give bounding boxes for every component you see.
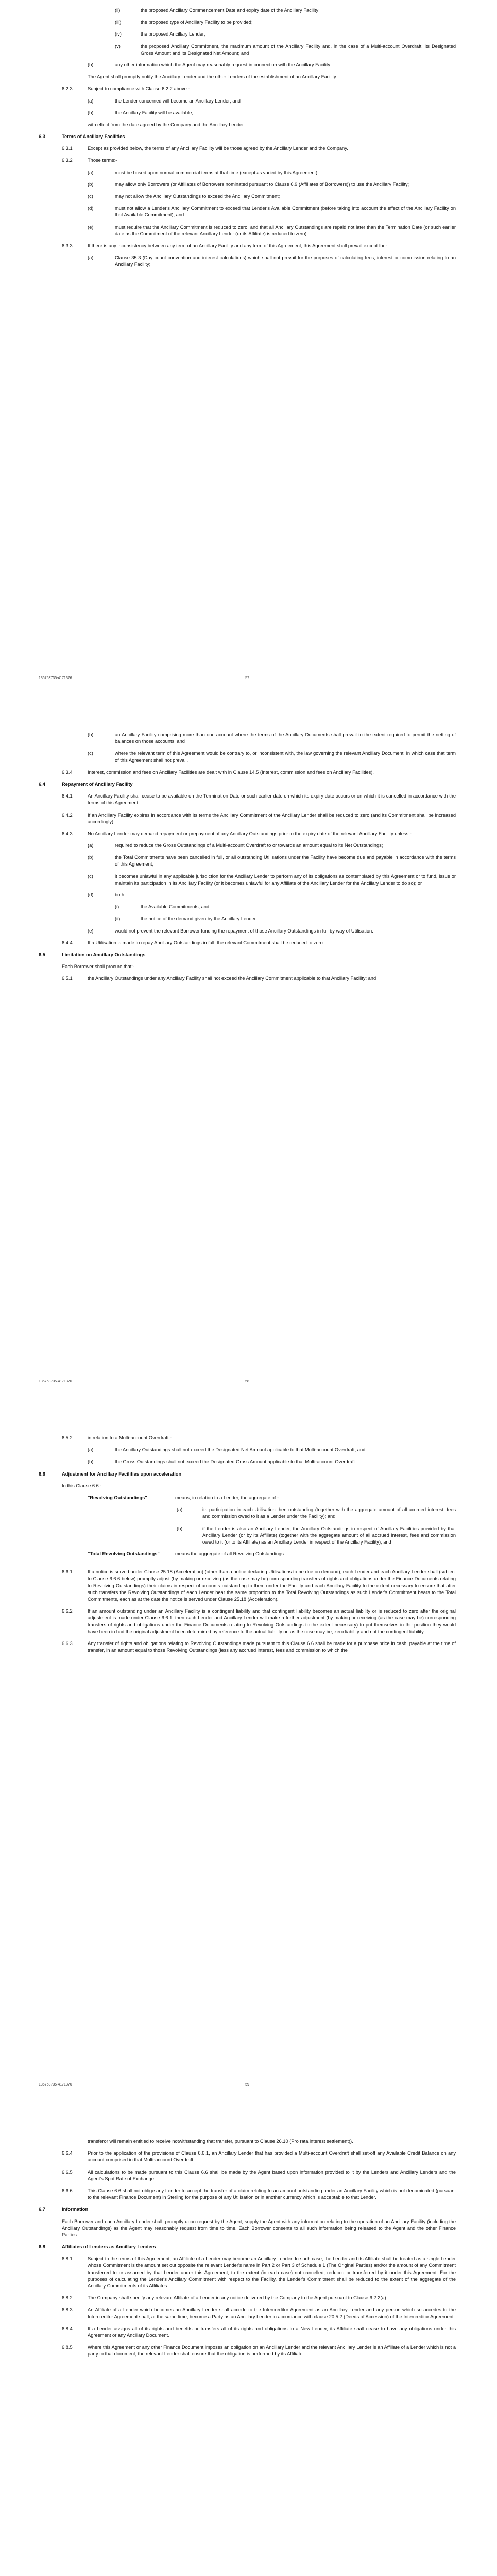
- section-heading-6-7: 6.7 Information: [39, 2207, 89, 2212]
- definition-term: "Revolving Outstandings": [88, 1495, 147, 1500]
- list-item: (e) must require that the Ancillary Commitment is reduced to zero, and that all Ancillary Outstandings are repaid not later than the Termination Date (or such earlier date as the Commitment of the relevant Ancillary Lender (or its Affiliate) is reduced to zero).: [88, 224, 456, 236]
- list-item: (a) required to reduce the Gross Outstandings of a Multi-account Overdraft to or towards an amount equal to its Net Outstandings;: [88, 843, 383, 849]
- list-item: (b) if the Lender is also an Ancillary Lender, the Ancillary Outstandings in respect of Ancillary Facilities provided by that Ancillary Lender (or by its Affiliate) (together with the aggregate amount of all accrued interest, fees and commission owed to it (or to its Affiliate) as an Ancillary Lender in respect of the Ancillary Facility); and: [177, 1526, 456, 1545]
- list-item: (d) both:: [88, 892, 126, 897]
- clause-6-8-1: 6.8.1 Subject to the terms of this Agreement, an Affiliate of a Lender may become an Ancillary Lender. In such case, the Lender and its Affiliate shall be treated as a single Lender whose Commitment is the amount set out opposite the relevant Lender's name in Part 2 or Part 3 of Schedule 1 (The Original Parties) and/or the amount of any Commitment transferred to or assumed by that Lender under this Agreement, to the extent (in each case) not cancelled, reduced or transferred by it under this Agreement. For the purposes of calculating the Lender's Ancillary Commitment with respect to the Facility, the Lender's Commitment shall be reduced to the extent of the aggregate of the Ancillary Commitments of its Affiliates.: [62, 2256, 456, 2289]
- clause-6-4-3: 6.4.3 No Ancillary Lender may demand repayment or prepayment of any Ancillary Outstandings prior to the expiry date of the relevant Ancillary Facility unless:-: [62, 831, 412, 836]
- list-item: (b) the Total Commitments have been cancelled in full, or all outstanding Utilisations under the Facility have become due and payable in accordance with the terms of this Agreement;: [88, 855, 456, 867]
- list-item: (a) Clause 35.3 (Day count convention and interest calculations) which shall not prevail for the purposes of calculating fees, interest or commission relating to an Ancillary Facility;: [88, 255, 456, 267]
- list-item: (b) any other information which the Agent may reasonably request in connection with the Ancillary Facility.: [88, 62, 331, 67]
- list-item: (e) would not prevent the relevant Borrower funding the repayment of those Ancillary Outstandings in full by way of Utilisation.: [88, 928, 373, 934]
- list-item: (d) must not allow a Lender's Ancillary Commitment to exceed that Lender's Available Commitment (before taking into account the effect of the Ancillary Facility on that Available Commitment); and: [88, 206, 456, 218]
- document-page: [0, 703, 497, 1406]
- clause-6-4-1: 6.4.1 An Ancillary Facility shall cease to be available on the Termination Date or such earlier date on which its expiry date occurs or on which it is cancelled in accordance with the terms of this Agreement.: [62, 793, 456, 806]
- list-item: (c) may not allow the Ancillary Outstandings to exceed the Ancillary Commitment;: [88, 194, 280, 199]
- list-item: (a) the Lender concerned will become an Ancillary Lender; and: [88, 98, 241, 104]
- paragraph: Each Borrower and each Ancillary Lender shall, promptly upon request by the Agent, supply the Agent with any information relating to the operation of an Ancillary Facility (including the Ancillary Outstandings) as the Agent may reasonably request from time to time. Each Borrower consents to all such information being released to the Agent and the other Finance Parties.: [62, 2218, 456, 2238]
- clause-6-6-2: 6.6.2 If an amount outstanding under an Ancillary Facility is a contingent liability and that contingent liability becomes an actual liability or is reduced to zero after the original adjustment is made under Clause 6.6.1, then each Lender and Ancillary Lender will make a further adjustment (by making or receiving (as the case may be) corresponding transfers of rights and obligations under the Finance Documents relating to Revolving Outstandings to the extent necessary) to put themselves in the position they would have been in had the original adjustment been determined by reference to the actual liability or, as the case may be, zero liability and not the contingent liability.: [62, 1608, 456, 1634]
- clause-6-6-3: 6.6.3 Any transfer of rights and obligations relating to Revolving Outstandings made pursuant to this Clause 6.6 shall be made for a purchase price in cash, payable at the time of transfer, in an amount equal to those Revolving Outstandings (less any accrued interest, fees and commission to which the: [62, 1640, 456, 1653]
- list-item: (v) the proposed Ancillary Commitment, the maximum amount of the Ancillary Facility and, in the case of a Multi-account Overdraft, its Designated Gross Amount and its Designated Net Amount; and: [115, 43, 456, 56]
- section-heading-6-4: 6.4 Repayment of Ancillary Facility: [39, 781, 133, 787]
- clause-6-6-5: 6.6.5 All calculations to be made pursuant to this Clause 6.6 shall be made by the Agent based upon information provided to it by the Lenders and Ancillary Lenders and the Agent's Spot Rate of Exchange.: [62, 2169, 456, 2181]
- page-number: 59: [245, 2083, 249, 2087]
- paragraph: In this Clause 6.6:-: [62, 1483, 102, 1488]
- paragraph: Each Borrower shall procure that:-: [62, 964, 135, 970]
- list-item: (c) where the relevant term of this Agreement would be contrary to, or inconsistent with, the law governing the relevant Ancillary Document, in which case that term of this Agreement shall not prevail.: [88, 751, 456, 763]
- clause-6-6-6: 6.6.6 This Clause 6.6 shall not oblige any Lender to accept the transfer of a claim relating to an amount outstanding under an Ancillary Facility which is not denominated (pursuant to the relevant Finance Document) in Sterling for the purpose of any Utilisation or in another currency which is acceptable to that Lender.: [62, 2188, 456, 2200]
- list-item: (ii) the proposed Ancillary Commencement Date and expiry date of the Ancillary Facility;: [115, 8, 320, 13]
- clause-6-4-4: 6.4.4 If a Utilisation is made to repay Ancillary Outstandings in full, the relevant Commitment shall be reduced to zero.: [62, 940, 324, 945]
- definition-meaning: means the aggregate of all Revolving Outstandings.: [175, 1551, 285, 1557]
- list-item: (b) the Gross Outstandings shall not exceed the Designated Gross Amount applicable to that Multi-account Overdraft.: [88, 1459, 356, 1465]
- page-content: [39, 719, 456, 988]
- clause-6-3-4: 6.3.4 Interest, commission and fees on Ancillary Facilities are dealt with in Clause 14.5 (Interest, commission and fees on Ancillary Facilities).: [62, 769, 374, 775]
- list-item: (ii) the notice of the demand given by the Ancillary Lender,: [115, 916, 257, 922]
- clause-6-6-4: 6.6.4 Prior to the application of the provisions of Clause 6.6.1, an Ancillary Lender that has provided a Multi-account Overdraft shall set-off any Available Credit Balance on any account comprised in that Multi-account Overdraft.: [62, 2150, 456, 2163]
- clause-6-6-1: 6.6.1 If a notice is served under Clause 25.18 (Acceleration) (other than a notice declaring Utilisations to be due on demand), each Lender and each Ancillary Lender shall (subject to Clause 6.6.6 below) promptly adjust (by making or receiving (as the case may be) corresponding transfers of rights and obligations under the Finance Documents relating to Revolving Outstandings) their claims in respect of amounts outstanding to them under the Facility and each Ancillary Facility to the extent necessary to ensure that after such transfers the Revolving Outstandings of each Lender bear the same proportion to the Total Revolving Outstandings as such Lender's Commitment bears to the Total Commitments, each as at the date the notice is served under Clause 25.18 (Acceleration).: [62, 1569, 456, 1602]
- section-heading-6-8: 6.8 Affiliates of Lenders as Ancillary Lenders: [39, 2244, 156, 2250]
- document-page: [0, 0, 497, 703]
- document-page: [0, 1406, 497, 2110]
- list-item: (c) it becomes unlawful in any applicable jurisdiction for the Ancillary Lender to perform any of its obligations as contemplated by this Agreement or to fund, issue or maintain its participation in its Ancillary Facility (or it becomes unlawful for any Affiliate of the Ancillary Lender for the Ancillary Lender to do so); or: [88, 873, 456, 886]
- list-item: (a) must be based upon normal commercial terms at that time (except as varied by this Agreement);: [88, 170, 319, 175]
- list-item: (a) the Ancillary Outstandings shall not exceed the Designated Net Amount applicable to that Multi-account Overdraft; and: [88, 1447, 366, 1453]
- page-number: 57: [245, 676, 249, 680]
- definition-term: "Total Revolving Outstandings": [88, 1551, 160, 1557]
- section-heading-6-6: 6.6 Adjustment for Ancillary Facilities upon acceleration: [39, 1471, 182, 1477]
- page-content: [39, 1422, 456, 1659]
- clause-6-3-3: 6.3.3 If there is any inconsistency between any term of an Ancillary Facility and any term of this Agreement, this Agreement shall prevail except for:-: [62, 243, 388, 248]
- paragraph: with effect from the date agreed by the Company and the Ancillary Lender.: [88, 122, 245, 127]
- clause-6-8-5: 6.8.5 Where this Agreement or any other Finance Document imposes an obligation on an Ancillary Lender and the relevant Ancillary Lender is an Affiliate of a Lender which is not a party to that document, the relevant Lender shall ensure that the obligation is performed by its Affiliate.: [62, 2345, 456, 2357]
- list-item: (iv) the proposed Ancillary Lender;: [115, 31, 205, 37]
- list-item: (b) the Ancillary Facility will be available,: [88, 110, 193, 115]
- clause-6-2-3: 6.2.3 Subject to compliance with Clause 6.2.2 above:-: [62, 86, 190, 92]
- page-content: [39, 2125, 456, 2363]
- clause-6-3-1: 6.3.1 Except as provided below, the terms of any Ancillary Facility will be those agreed by the Ancillary Lender and the Company.: [62, 146, 348, 151]
- section-heading-6-3: 6.3 Terms of Ancillary Facilities: [39, 134, 125, 140]
- definition-meaning: means, in relation to a Lender, the aggregate of:-: [175, 1495, 279, 1500]
- page-number: 58: [245, 1380, 249, 1383]
- clause-6-4-2: 6.4.2 If an Ancillary Facility expires in accordance with its terms the Ancillary Commitment of the Ancillary Lender shall be reduced to zero (and its Commitment shall be increased accordingly).: [62, 812, 456, 824]
- paragraph: transferor will remain entitled to receive notwithstanding that transfer, pursuant to Clause 26.10 (Pro rata interest settlement)).: [88, 2139, 353, 2144]
- list-item: (b) an Ancillary Facility comprising more than one account where the terms of the Ancillary Documents shall prevail to the extent required to permit the netting of balances on those accounts; and: [88, 732, 456, 744]
- list-item: (b) may allow only Borrowers (or Affiliates of Borrowers nominated pursuant to Clause 6.9 (Affiliates of Borrowers)) to use the Ancillary Facility;: [88, 181, 409, 187]
- clause-6-3-2: 6.3.2 Those terms:-: [62, 158, 117, 163]
- page-content: [39, 0, 456, 274]
- section-heading-6-5: 6.5 Limitation on Ancillary Outstandings: [39, 952, 146, 957]
- paragraph: The Agent shall promptly notify the Ancillary Lender and the other Lenders of the establishment of an Ancillary Facility.: [88, 74, 337, 80]
- definition-revolving-outstandings: [39, 1495, 456, 1501]
- list-item: (i) the Available Commitments; and: [115, 904, 210, 910]
- definition-total-revolving-outstandings: [39, 1551, 456, 1557]
- clause-6-8-4: 6.8.4 If a Lender assigns all of its rights and benefits or transfers all of its rights and obligations to a New Lender, its Affiliate shall cease to have any obligations under this Agreement or any Ancillary Document.: [62, 2326, 456, 2338]
- document-reference: 136763735-4171376: [39, 2083, 72, 2087]
- clause-6-5-1: 6.5.1 the Ancillary Outstandings under any Ancillary Facility shall not exceed the Ancillary Commitment applicable to that Ancillary Facility; and: [62, 976, 376, 981]
- clause-6-8-2: 6.8.2 The Company shall specify any relevant Affiliate of a Lender in any notice delivered by the Company to the Agent pursuant to Clause 6.2.2(a).: [62, 2295, 388, 2301]
- clause-6-8-3: 6.8.3 An Affiliate of a Lender which becomes an Ancillary Lender shall accede to the Intercreditor Agreement as an Ancillary Lender and any person which so accedes to the Intercreditor Agreement shall, at the same time, become a Party as an Ancillary Lender in accordance with clause 20.5.2 (Deeds of Accession) of the Intercreditor Agreement.: [62, 2307, 456, 2319]
- document-reference: 136763735-4171376: [39, 676, 72, 680]
- document-page: [0, 2110, 497, 2576]
- clause-6-5-2: 6.5.2 in relation to a Multi-account Overdraft:-: [62, 1435, 172, 1440]
- list-item: (a) its participation in each Utilisation then outstanding (together with the aggregate amount of all accrued interest, fees and commission owed to it as a Lender under the Facility); and: [177, 1507, 456, 1519]
- document-reference: 136763735-4171376: [39, 1380, 72, 1383]
- list-item: (iii) the proposed type of Ancillary Facility to be provided;: [115, 20, 253, 25]
